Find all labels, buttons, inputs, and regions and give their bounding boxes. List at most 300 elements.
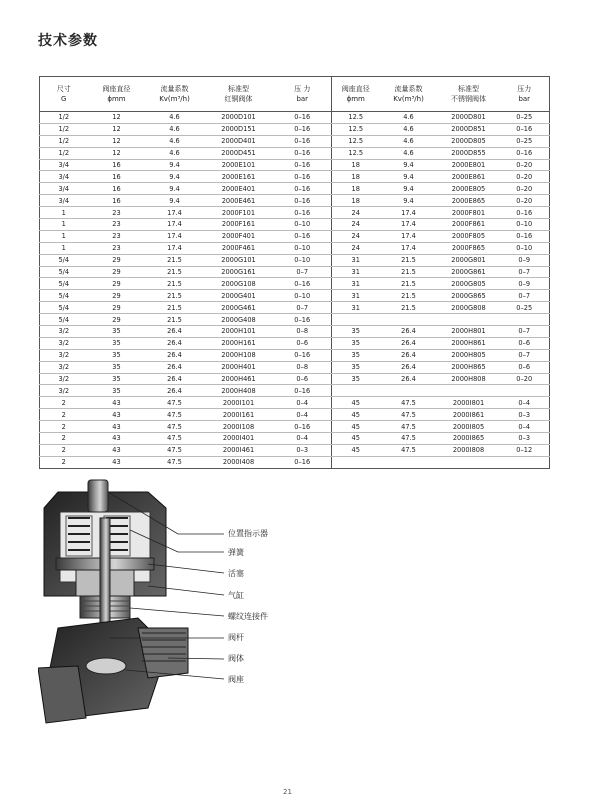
table-cell: 21.5 xyxy=(146,314,204,326)
table-cell: 47.5 xyxy=(146,433,204,445)
table-cell xyxy=(438,314,500,326)
label-piston: 活塞 xyxy=(228,569,244,578)
table-cell: 0–8 xyxy=(274,326,332,338)
table-cell: 2000E805 xyxy=(438,183,500,195)
table-cell: 31 xyxy=(332,290,380,302)
table-cell: 3/4 xyxy=(40,183,88,195)
table-cell: 2000F805 xyxy=(438,230,500,242)
table-cell: 2000I408 xyxy=(222,458,255,467)
table-cell: 2000G808 xyxy=(438,302,500,314)
table-cell: 4.6 xyxy=(146,112,204,124)
table-cell: 2000G801 xyxy=(438,254,500,266)
table-cell: 47.5 xyxy=(380,421,438,433)
table-cell: 35 xyxy=(88,385,146,397)
table-cell: 0–7 xyxy=(274,302,332,314)
table-cell: 0–16 xyxy=(274,147,332,159)
table-cell: 2000H161 xyxy=(204,337,274,349)
table-cell xyxy=(380,385,438,397)
table-cell: 21.5 xyxy=(146,254,204,266)
table-cell: 35 xyxy=(88,349,146,361)
table-cell: 2000G461 xyxy=(204,302,274,314)
table-cell: 47.5 xyxy=(380,433,438,445)
header-pressure-ss: 压力 bar xyxy=(500,77,550,112)
table-row xyxy=(40,421,550,433)
table-cell: 2000I865 xyxy=(438,433,500,445)
table-cell: 0–16 xyxy=(500,230,550,242)
table-cell: 31 xyxy=(332,266,380,278)
table-cell: 1 xyxy=(40,242,88,254)
table-cell: 2000F401 xyxy=(204,230,274,242)
table-cell: 1 xyxy=(40,230,88,242)
table-cell: 3/2 xyxy=(40,361,88,373)
table-row xyxy=(40,409,550,421)
table-row xyxy=(40,242,550,254)
table-cell: 0–3 xyxy=(500,409,550,421)
table-cell: 2000H108 xyxy=(204,349,274,361)
table-cell: 2000I461 xyxy=(204,444,274,456)
table-cell: 2000H408 xyxy=(204,385,274,397)
table-cell: 0–20 xyxy=(500,171,550,183)
table-cell: 3/2 xyxy=(40,326,88,338)
table-cell: 2000D151 xyxy=(204,123,274,135)
table-cell: 0–16 xyxy=(274,159,332,171)
table-cell: 21.5 xyxy=(146,266,204,278)
table-header-row xyxy=(40,77,550,112)
table-cell: 12 xyxy=(88,135,146,147)
table-cell: 35 xyxy=(332,361,380,373)
table-cell: 35 xyxy=(88,326,146,338)
table-row xyxy=(40,207,550,219)
label-spring: 弹簧 xyxy=(228,548,244,557)
header-flow-coefficient: 流量系数 Kv(m³/h) xyxy=(146,77,204,112)
table-cell: 2 xyxy=(40,421,88,433)
table-cell: 2000I401 xyxy=(204,433,274,445)
table-cell: 0–10 xyxy=(500,219,550,231)
table-cell: 2000H861 xyxy=(438,337,500,349)
header-pressure: 压 力 bar xyxy=(274,77,332,112)
table-cell xyxy=(332,314,380,326)
table-cell: 2000D801 xyxy=(438,112,500,124)
table-cell: 0–16 xyxy=(274,135,332,147)
table-cell: 0–16 xyxy=(274,230,332,242)
table-row xyxy=(40,326,550,338)
table-cell: 2000E865 xyxy=(438,195,500,207)
table-cell: 26.4 xyxy=(146,349,204,361)
table-row xyxy=(40,444,550,456)
header-seat-diameter-ss: 阀座直径 ɸmm xyxy=(332,77,380,112)
table-cell: 0–12 xyxy=(500,444,550,456)
table-cell: 2000D101 xyxy=(204,112,274,124)
table-cell: 26.4 xyxy=(380,373,438,385)
table-cell: 26.4 xyxy=(380,361,438,373)
table-cell: 12 xyxy=(88,123,146,135)
table-cell: 2000F161 xyxy=(204,219,274,231)
table-cell: 29 xyxy=(88,278,146,290)
table-cell: 9.4 xyxy=(380,171,438,183)
table-cell: 2 xyxy=(40,409,88,421)
table-cell: 47.5 xyxy=(146,397,204,409)
table-cell: 2000I861 xyxy=(438,409,500,421)
table-cell: 47.5 xyxy=(146,421,204,433)
table-cell: 31 xyxy=(332,302,380,314)
table-cell: 31 xyxy=(332,254,380,266)
table-row xyxy=(40,337,550,349)
table-cell: 2000F461 xyxy=(204,242,274,254)
table-cell: 29 xyxy=(88,314,146,326)
table-cell: 2000F801 xyxy=(438,207,500,219)
table-cell: 4.6 xyxy=(146,135,204,147)
table-cell: 29 xyxy=(88,302,146,314)
table-cell: 3/2 xyxy=(40,349,88,361)
label-threaded-connector: 螺纹连接件 xyxy=(228,612,268,621)
table-cell: 2 xyxy=(61,458,66,467)
table-row xyxy=(40,147,550,159)
table-row xyxy=(40,230,550,242)
table-cell: 3/2 xyxy=(40,385,88,397)
table-cell: 2000G408 xyxy=(204,314,274,326)
page-title: 技术参数 xyxy=(38,33,98,49)
table-cell: 2 xyxy=(40,397,88,409)
table-cell: 21.5 xyxy=(380,254,438,266)
table-cell xyxy=(332,385,380,397)
table-cell: 2000G865 xyxy=(438,290,500,302)
table-cell: 2000H801 xyxy=(438,326,500,338)
table-cell: 3/4 xyxy=(40,159,88,171)
table-cell: 43 xyxy=(88,421,146,433)
table-cell: 0–16 xyxy=(500,147,550,159)
table-cell: 0–6 xyxy=(274,373,332,385)
table-cell: 2000D401 xyxy=(204,135,274,147)
label-cylinder: 气缸 xyxy=(228,591,244,600)
table-cell: 4.6 xyxy=(380,123,438,135)
table-cell: 0–16 xyxy=(274,421,332,433)
table-cell: 2000I101 xyxy=(204,397,274,409)
table-cell: 5/4 xyxy=(40,302,88,314)
table-cell: 0–10 xyxy=(274,290,332,302)
table-cell: 2000G401 xyxy=(204,290,274,302)
table-cell: 0–3 xyxy=(274,444,332,456)
table-cell: 0–10 xyxy=(274,254,332,266)
table-cell: 0–16 xyxy=(274,112,332,124)
table-cell: 24 xyxy=(332,219,380,231)
table-row xyxy=(40,183,550,195)
table-cell: 2000F861 xyxy=(438,219,500,231)
table-cell: 26.4 xyxy=(380,337,438,349)
table-cell: 43 xyxy=(88,397,146,409)
table-cell: 35 xyxy=(332,326,380,338)
table-cell: 5/4 xyxy=(40,266,88,278)
table-cell: 0–7 xyxy=(500,326,550,338)
table-cell: 21.5 xyxy=(380,290,438,302)
table-cell: 9.4 xyxy=(146,195,204,207)
table-cell: 18 xyxy=(332,195,380,207)
table-cell: 3/4 xyxy=(40,195,88,207)
table-cell: 12.5 xyxy=(332,112,380,124)
table-cell: 26.4 xyxy=(380,326,438,338)
table-cell: 45 xyxy=(332,433,380,445)
table-cell: 2 xyxy=(40,433,88,445)
table-row xyxy=(40,361,550,373)
table-cell: 2000H101 xyxy=(204,326,274,338)
table-cell: 2000I805 xyxy=(438,421,500,433)
table-cell: 24 xyxy=(332,207,380,219)
table-cell: 35 xyxy=(88,373,146,385)
table-cell: 2000H461 xyxy=(204,373,274,385)
table-cell: 24 xyxy=(332,242,380,254)
table-cell: 12.5 xyxy=(332,135,380,147)
table-cell: 5/4 xyxy=(40,278,88,290)
table-cell: 0–6 xyxy=(500,337,550,349)
table-cell: 0–7 xyxy=(500,349,550,361)
table-cell xyxy=(438,456,500,468)
table-cell: 0–16 xyxy=(274,385,332,397)
table-cell xyxy=(380,314,438,326)
table-cell: 45 xyxy=(332,397,380,409)
table-cell: 26.4 xyxy=(380,349,438,361)
table-row xyxy=(40,195,550,207)
table-cell: 47.5 xyxy=(167,458,182,467)
table-cell: 2000H865 xyxy=(438,361,500,373)
label-position-indicator: 位置指示器 xyxy=(228,529,268,538)
table-cell: 4.6 xyxy=(380,147,438,159)
table-cell: 23 xyxy=(88,230,146,242)
table-cell: 2000I161 xyxy=(204,409,274,421)
table-cell: 2000E861 xyxy=(438,171,500,183)
header-size: 尺寸 G xyxy=(40,77,88,112)
table-cell: 26.4 xyxy=(146,326,204,338)
table-cell xyxy=(500,456,550,468)
table-cell: 2000D855 xyxy=(438,147,500,159)
table-cell: 16 xyxy=(88,195,146,207)
table-row xyxy=(40,349,550,361)
table-cell: 47.5 xyxy=(380,444,438,456)
table-cell: 2000F101 xyxy=(204,207,274,219)
table-cell: 2000G161 xyxy=(204,266,274,278)
table-row xyxy=(40,433,550,445)
table-row xyxy=(40,385,550,397)
table-cell: 26.4 xyxy=(146,373,204,385)
table-cell: 17.4 xyxy=(380,230,438,242)
table-cell: 0–10 xyxy=(274,219,332,231)
table-cell: 0–9 xyxy=(500,278,550,290)
spec-table xyxy=(39,76,550,469)
table-cell: 0–7 xyxy=(500,266,550,278)
table-cell: 17.4 xyxy=(380,242,438,254)
table-row xyxy=(40,290,550,302)
table-cell: 47.5 xyxy=(380,397,438,409)
table-cell: 3/2 xyxy=(40,337,88,349)
table-cell: 16 xyxy=(88,183,146,195)
table-cell: 45 xyxy=(332,421,380,433)
table-cell: 17.4 xyxy=(146,230,204,242)
table-cell: 1/2 xyxy=(40,147,88,159)
table-cell: 0–16 xyxy=(274,456,332,468)
table-cell: 0–8 xyxy=(274,361,332,373)
table-row xyxy=(40,135,550,147)
table-cell: 26.4 xyxy=(146,337,204,349)
table-cell: 0–4 xyxy=(500,421,550,433)
table-cell: 16 xyxy=(88,171,146,183)
table-cell: 23 xyxy=(88,242,146,254)
header-model-brass: 标准型 红铜阀体 xyxy=(204,77,274,112)
table-cell: 3/4 xyxy=(40,171,88,183)
table-cell: 0–16 xyxy=(274,207,332,219)
table-row xyxy=(40,159,550,171)
table-cell: 43 xyxy=(112,458,121,467)
table-cell: 35 xyxy=(88,361,146,373)
table-cell: 1 xyxy=(40,207,88,219)
table-cell: 9.4 xyxy=(146,159,204,171)
table-cell: 0–7 xyxy=(500,290,550,302)
table-cell: 21.5 xyxy=(380,278,438,290)
table-cell: 1/2 xyxy=(40,135,88,147)
table-cell: 35 xyxy=(332,337,380,349)
table-cell: 0–16 xyxy=(274,195,332,207)
table-cell: 0–25 xyxy=(500,112,550,124)
table-cell: 0–16 xyxy=(500,207,550,219)
table-row xyxy=(40,278,550,290)
table-cell: 47.5 xyxy=(146,444,204,456)
table-cell: 2000G108 xyxy=(204,278,274,290)
table-cell: 2000E161 xyxy=(204,171,274,183)
table-cell: 2000H805 xyxy=(438,349,500,361)
table-cell: 0–20 xyxy=(500,195,550,207)
table-cell: 0–4 xyxy=(274,409,332,421)
table-cell xyxy=(500,385,550,397)
table-cell: 2000E801 xyxy=(438,159,500,171)
table-cell: 0–16 xyxy=(274,123,332,135)
table-cell: 0–4 xyxy=(274,433,332,445)
table-cell: 3/2 xyxy=(40,373,88,385)
table-cell: 9.4 xyxy=(380,183,438,195)
table-row xyxy=(40,397,550,409)
table-cell: 16 xyxy=(88,159,146,171)
table-cell: 5/4 xyxy=(40,254,88,266)
table-cell: 0–20 xyxy=(500,183,550,195)
table-cell xyxy=(380,456,438,468)
table-cell: 0–10 xyxy=(274,242,332,254)
table-cell: 0–4 xyxy=(274,397,332,409)
table-cell: 17.4 xyxy=(380,207,438,219)
table-cell xyxy=(438,385,500,397)
table-cell: 0–3 xyxy=(500,433,550,445)
table-cell: 2000I808 xyxy=(438,444,500,456)
table-cell: 18 xyxy=(332,183,380,195)
header-flow-coefficient-ss: 流量系数 Kv(m³/h) xyxy=(380,77,438,112)
table-row xyxy=(40,266,550,278)
table-cell: 23 xyxy=(88,219,146,231)
header-seat-diameter: 阀座直径 ɸmm xyxy=(88,77,146,112)
table-cell: 2000F865 xyxy=(438,242,500,254)
table-cell: 0–6 xyxy=(500,361,550,373)
table-cell: 31 xyxy=(332,278,380,290)
table-cell: 0–6 xyxy=(274,337,332,349)
table-cell: 2000D451 xyxy=(204,147,274,159)
table-row xyxy=(40,373,550,385)
table-cell: 0–4 xyxy=(500,397,550,409)
table-cell xyxy=(500,314,550,326)
table-cell: 4.6 xyxy=(146,147,204,159)
table-cell: 21.5 xyxy=(146,278,204,290)
table-cell: 2000I801 xyxy=(438,397,500,409)
label-valve-body: 阀体 xyxy=(228,654,244,663)
table-cell: 4.6 xyxy=(380,112,438,124)
table-cell: 2000D805 xyxy=(438,135,500,147)
page-number: 21 xyxy=(283,788,292,796)
table-cell: 2000H808 xyxy=(438,373,500,385)
table-cell: 47.5 xyxy=(380,409,438,421)
table-row xyxy=(40,219,550,231)
table-cell: 43 xyxy=(88,444,146,456)
table-cell xyxy=(332,456,380,468)
table-cell: 1 xyxy=(40,219,88,231)
label-valve-seat: 阀座 xyxy=(228,675,244,684)
table-cell: 35 xyxy=(332,349,380,361)
table-cell: 21.5 xyxy=(380,266,438,278)
table-cell: 2000I108 xyxy=(204,421,274,433)
table-cell: 0–25 xyxy=(500,135,550,147)
table-cell: 43 xyxy=(88,433,146,445)
table-cell: 18 xyxy=(332,159,380,171)
table-cell: 0–16 xyxy=(500,123,550,135)
valve-cutaway-diagram xyxy=(38,478,368,728)
table-cell: 5/4 xyxy=(40,314,88,326)
table-cell: 0–10 xyxy=(500,242,550,254)
table-row xyxy=(40,254,550,266)
table-cell: 2000G101 xyxy=(204,254,274,266)
table-cell: 0–25 xyxy=(500,302,550,314)
label-stem: 阀杆 xyxy=(228,633,244,642)
table-cell: 35 xyxy=(332,373,380,385)
table-cell: 0–16 xyxy=(274,171,332,183)
table-cell: 9.4 xyxy=(146,183,204,195)
table-row xyxy=(40,112,550,124)
table-row xyxy=(40,456,550,468)
table-cell: 2000G861 xyxy=(438,266,500,278)
table-cell: 4.6 xyxy=(380,135,438,147)
table-cell: 2000H401 xyxy=(204,361,274,373)
table-cell: 18 xyxy=(332,171,380,183)
table-cell: 26.4 xyxy=(146,361,204,373)
table-cell: 29 xyxy=(88,254,146,266)
table-cell: 17.4 xyxy=(146,207,204,219)
header-model-stainless: 标准型 不锈钢阀体 xyxy=(438,77,500,112)
table-cell: 21.5 xyxy=(146,302,204,314)
table-cell: 0–20 xyxy=(500,373,550,385)
table-cell: 45 xyxy=(332,444,380,456)
table-cell: 12.5 xyxy=(332,123,380,135)
table-cell: 29 xyxy=(88,290,146,302)
table-cell: 2000E461 xyxy=(204,195,274,207)
table-cell: 21.5 xyxy=(146,290,204,302)
table-cell: 35 xyxy=(88,337,146,349)
table-cell: 0–20 xyxy=(500,159,550,171)
table-cell: 17.4 xyxy=(146,242,204,254)
table-cell: 12.5 xyxy=(332,147,380,159)
table-row xyxy=(40,171,550,183)
table-cell: 5/4 xyxy=(40,290,88,302)
table-cell: 9.4 xyxy=(146,171,204,183)
table-row xyxy=(40,302,550,314)
table-cell: 12 xyxy=(88,147,146,159)
table-cell: 1/2 xyxy=(40,123,88,135)
table-cell: 4.6 xyxy=(146,123,204,135)
table-cell: 23 xyxy=(88,207,146,219)
table-cell: 9.4 xyxy=(380,195,438,207)
table-cell: 2000E101 xyxy=(204,159,274,171)
table-cell: 45 xyxy=(332,409,380,421)
table-cell: 0–16 xyxy=(274,349,332,361)
